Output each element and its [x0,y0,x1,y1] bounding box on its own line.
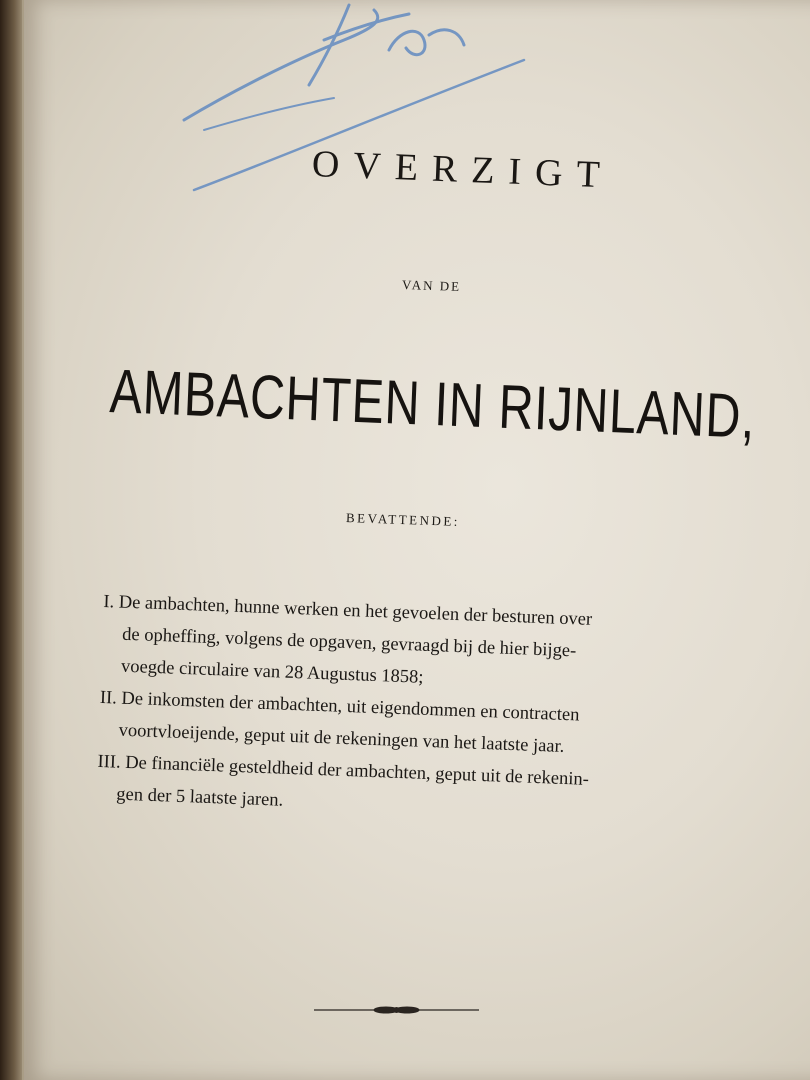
subtitle-bevattende: BEVATTENDE: [345,510,461,529]
item-line: gen der 5 laatste jaren. [115,784,284,811]
title-van-de: VAN DE [401,276,462,295]
main-title: AMBACHTEN IN RIJNLAND, [108,357,757,452]
ornament-rule-icon [314,1000,479,1020]
item-line: II. De inkomsten der ambachten, uit eigendommen en contracten [99,687,580,726]
title-overzigt: OVERZIGT [311,143,615,197]
item-line: voegde circulaire van 28 Augustus 1858; [120,656,424,688]
item-line: I. De ambachten, hunne werken en het gevoelen der besturen over [103,591,593,630]
item-line: III. De financiële gesteldheid der ambachten, geput uit de rekenin- [97,751,590,790]
contents-list [96,586,744,833]
book-page [22,0,810,1080]
item-line: de opheffing, volgens de opgaven, gevraagd bij de hier bijge- [121,624,577,662]
item-line: voortvloeijende, geput uit de rekeningen van het laatste jaar. [118,720,565,757]
